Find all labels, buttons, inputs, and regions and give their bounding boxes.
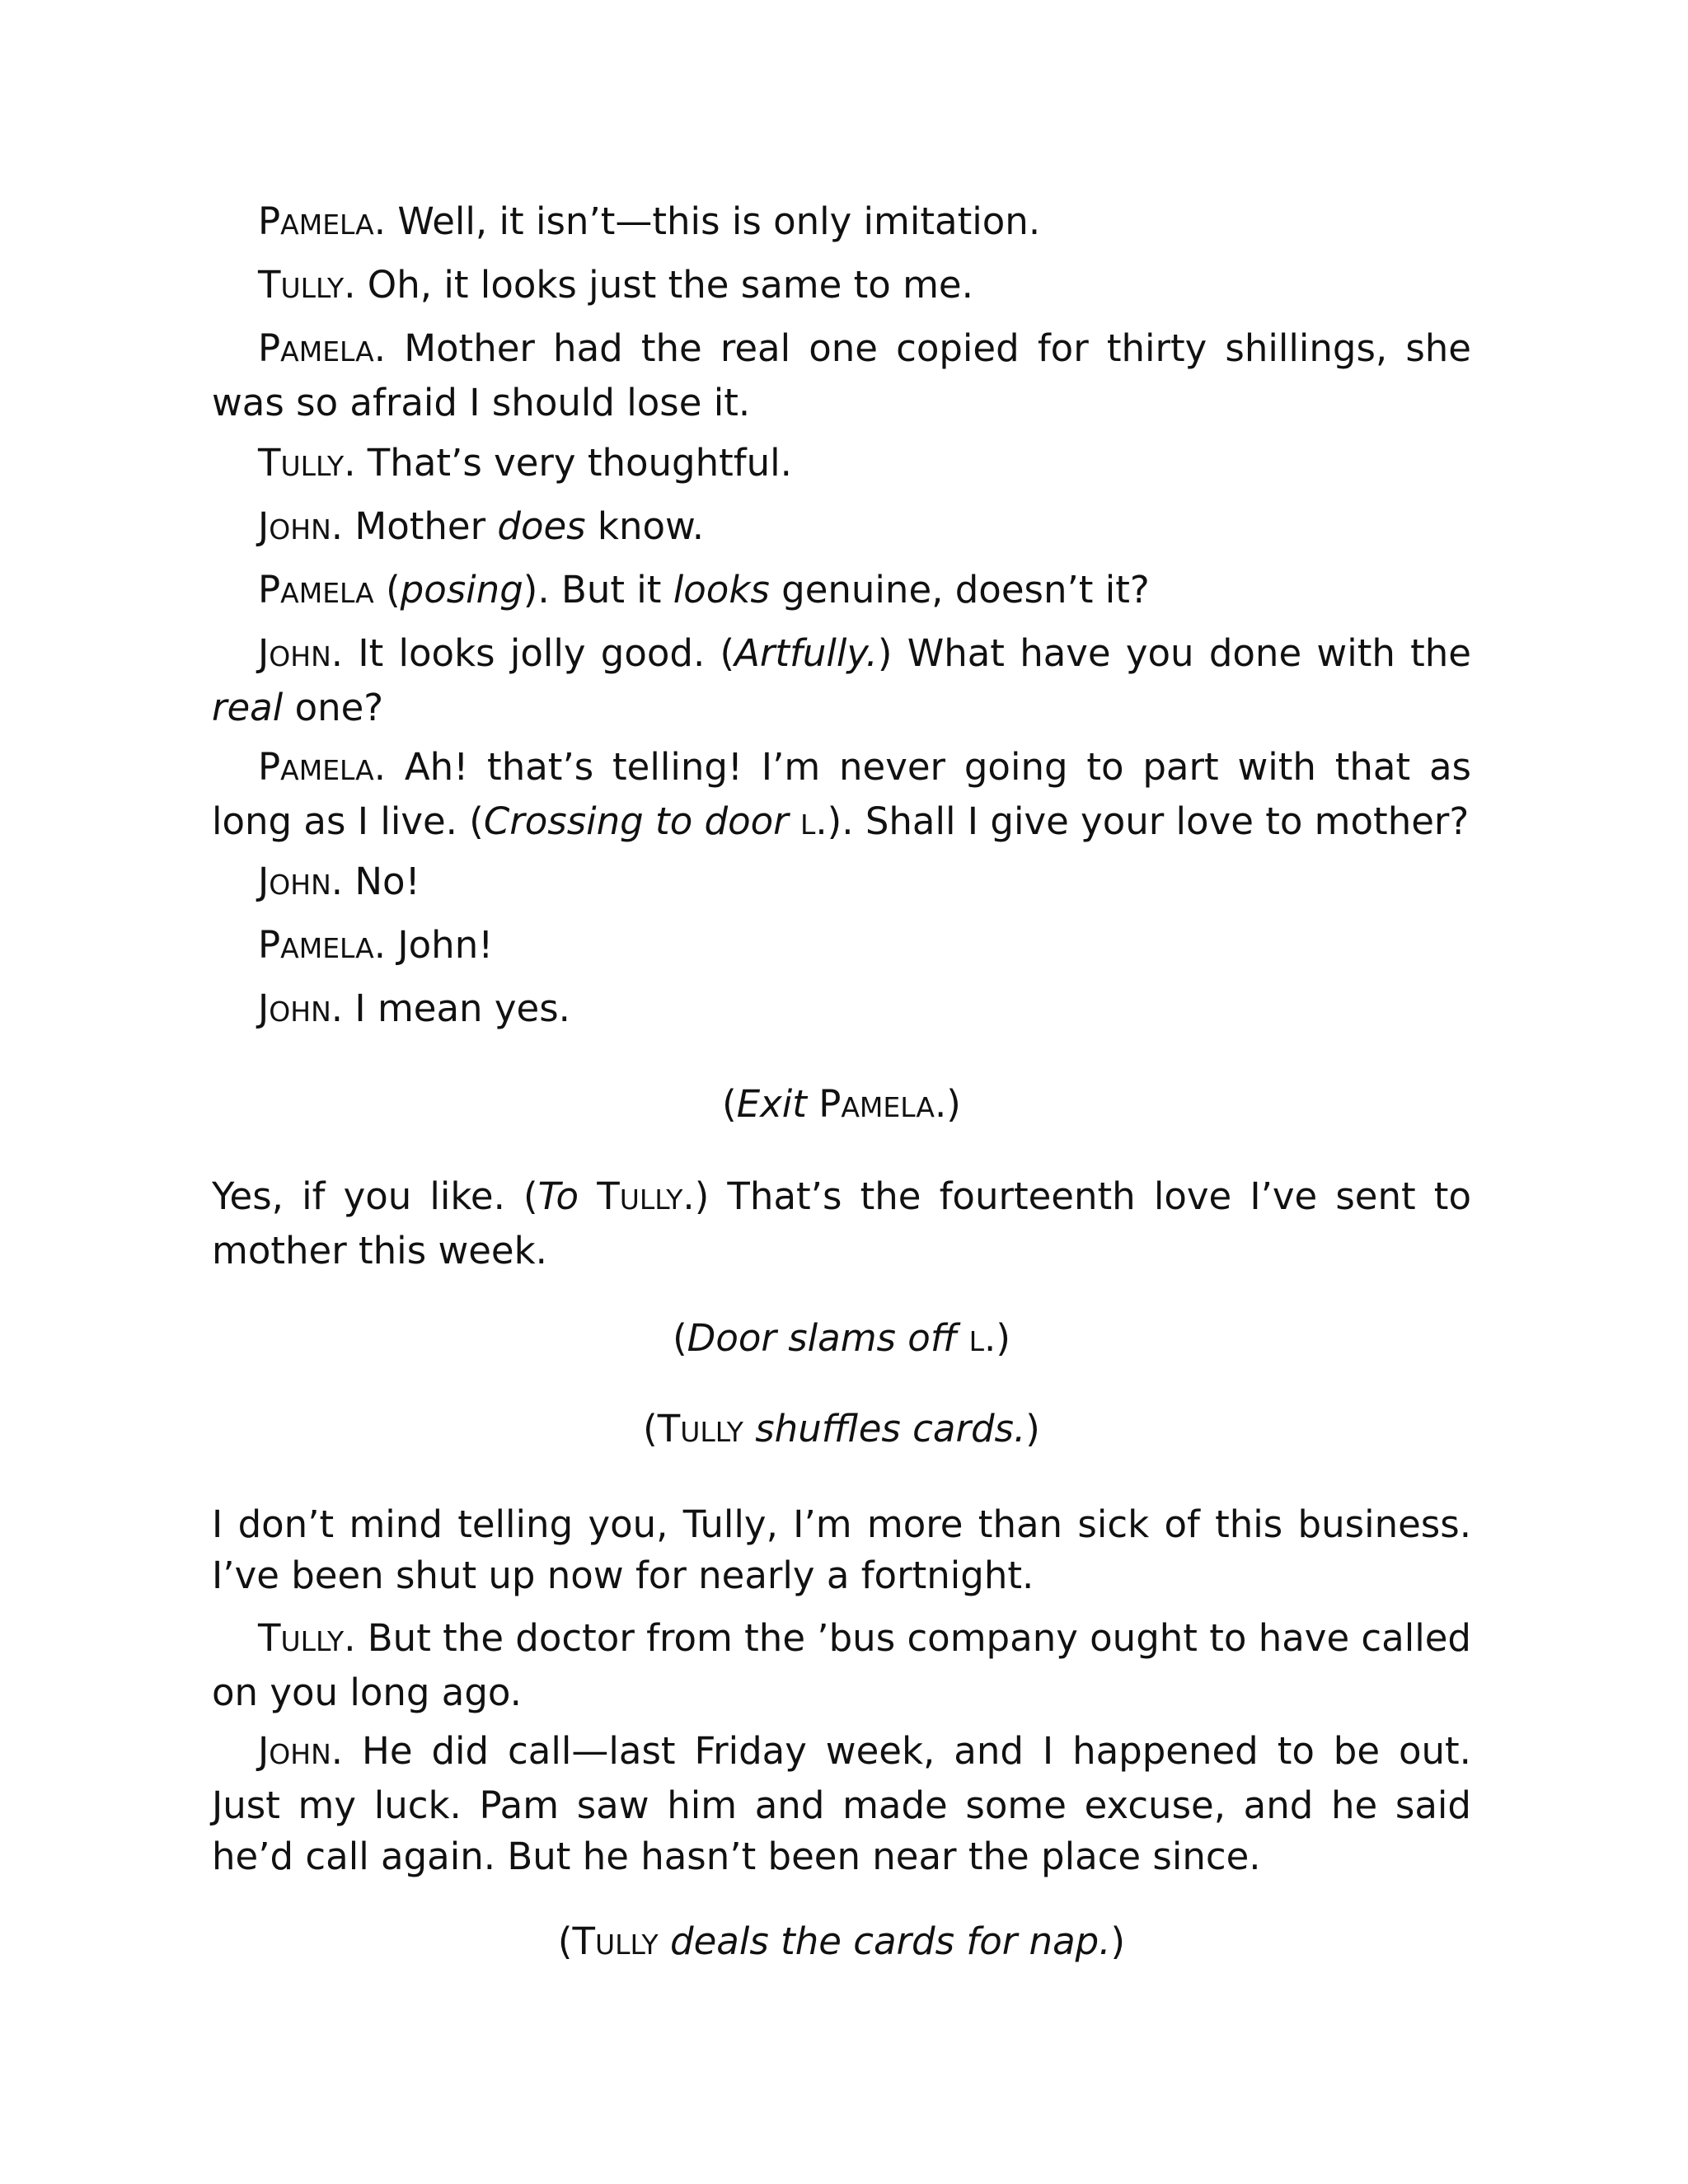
speaker-name: TULLY [258,1616,345,1660]
dialogue-text: I don’t mind telling you, Tully, I’m more than sick of this business. I’ve been shut up now for nearly a fortnight. [212,1502,1471,1597]
dialogue-line-tully-1 [212,260,1471,314]
speaker-name: PAMELA [258,923,374,967]
speaker-name: PAMELA [258,745,374,789]
dialogue-text: . That’s very thoughtful. [344,441,792,485]
dialogue-line-john-2 [212,628,1471,733]
stage-direction-shuffle [212,1404,1471,1458]
speaker-name: PAMELA [818,1082,935,1126]
dialogue-text: . But the doctor from the ’bus company ought to have called on you long ago. [212,1616,1472,1714]
paren: .) [934,1082,961,1126]
dialogue-text: . Mother [331,504,498,548]
dialogue-line-john-4 [212,983,1471,1038]
paren: ) [1110,1919,1126,1963]
dialogue-line-tully-2 [212,438,1471,492]
dialogue-text: . Oh, it looks just the same to me. [344,263,973,307]
paren: ( [722,1082,737,1126]
dialogue-text: ) What have you done with the [877,631,1471,675]
stage-direction: Artfully. [734,631,878,675]
dialogue-continuation-john-2 [212,1499,1471,1601]
speaker-name: TULLY [597,1174,683,1218]
stage-direction: Crossing to door [483,799,789,843]
dialogue-text: . It looks jolly good. ( [331,631,735,675]
speaker-name: PAMELA [258,199,374,243]
dialogue-text: . Ah! that’s telling! I’m never going to part with that as long as I live. ( [212,745,1471,843]
stage-direction-text: deals the cards for nap. [670,1919,1111,1963]
speaker-name: JOHN [258,1729,331,1773]
dialogue-text: Yes, if you like. ( [212,1174,538,1218]
dialogue-line-pamela-5 [212,920,1471,974]
speaker-name: JOHN [258,631,331,675]
paren: .) [984,1316,1010,1360]
dialogue-text: . No! [331,860,420,903]
dialogue-line-john-1 [212,501,1471,555]
dialogue-line-tully-3 [212,1613,1471,1718]
speaker-name: JOHN [258,987,331,1030]
speaker-name: JOHN [258,860,331,903]
stage-direction-text: Door slams off [687,1316,958,1360]
stage-direction-deal [212,1916,1471,1971]
stage-left-marker: L [968,1325,985,1357]
stage-direction-door [212,1313,1471,1367]
stage-direction-text: shuffles cards. [755,1407,1026,1451]
stage-direction-text: Exit [736,1082,807,1126]
paren: ( [557,1919,573,1963]
paren: ) [1025,1407,1040,1451]
dialogue-continuation-john [212,1171,1471,1277]
dialogue-text: know. [585,504,705,548]
emphasis: looks [673,568,770,612]
dialogue-line-pamela-4 [212,742,1471,851]
dialogue-text: . I mean yes. [331,987,570,1030]
dialogue-text: . Well, it isn’t—this is only imitation. [373,199,1041,243]
dialogue-text: ( [373,568,401,612]
dialogue-text: .). Shall I give your love to mother? [815,799,1470,843]
dialogue-text: one? [283,686,384,729]
paren: ( [643,1407,658,1451]
dialogue-text: .) That’s the fourteenth love I’ve sent to mother this week. [212,1174,1471,1272]
dialogue-text: . He did call—last Friday week, and I happened to be out. Just my luck. Pam saw him and made some excuse, and he said he’d call again. But he hasn’t been near the place since. [212,1729,1471,1878]
stage-direction: posing [400,568,523,612]
dialogue-text: genuine, doesn’t it? [769,568,1150,612]
speaker-name: TULLY [657,1407,743,1451]
speaker-name: TULLY [258,263,345,307]
dialogue-text: . Mother had the real one copied for thirty shillings, she was so afraid I should lose it. [212,326,1471,424]
paren: ( [673,1316,687,1360]
stage-direction: To [537,1174,579,1218]
speaker-name: TULLY [572,1919,659,1963]
emphasis: does [497,504,586,548]
dialogue-line-pamela-1 [212,196,1471,251]
stage-direction-exit [212,1079,1471,1133]
speaker-name: TULLY [258,441,345,485]
dialogue-line-pamela-3 [212,565,1471,619]
speaker-name: PAMELA [258,326,374,370]
dialogue-line-john-3 [212,856,1471,911]
emphasis: real [212,686,284,729]
dialogue-line-pamela-2 [212,323,1471,429]
dialogue-text: ). But it [523,568,673,612]
stage-left-marker: L [799,808,816,841]
speaker-name: JOHN [258,504,331,548]
dialogue-text: . John! [373,923,494,967]
dialogue-line-john-5 [212,1726,1471,1882]
speaker-name: PAMELA [258,568,374,612]
